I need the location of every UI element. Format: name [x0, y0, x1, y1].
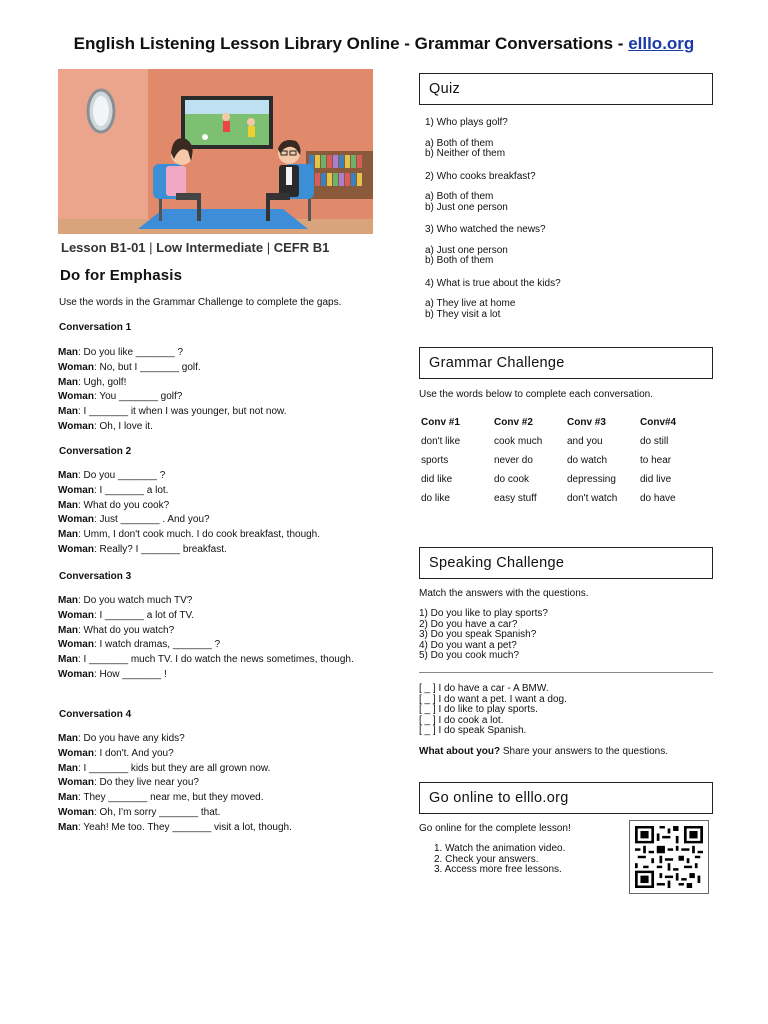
speaker: Woman — [58, 420, 94, 432]
lesson-title: Do for Emphasis — [60, 267, 183, 284]
line-text: : I _______ a lot. — [93, 484, 169, 496]
table-cell: do like — [421, 493, 450, 504]
speaker: Woman — [58, 806, 94, 818]
line-text: : Oh, I love it. — [93, 420, 153, 432]
list-item: 1) Do you like to play sports? — [419, 608, 548, 619]
line-text: : Ugh, golf! — [78, 376, 127, 388]
line-text: : Umm, I don't cook much. I do cook breakfast, though. — [78, 529, 321, 541]
speaker: Man — [58, 733, 78, 744]
column-header: Conv #3 — [567, 417, 606, 428]
dialogue-line — [58, 806, 358, 821]
conversation-4 — [58, 732, 358, 836]
dialogue-line — [58, 361, 358, 376]
dialogue-line — [58, 469, 358, 484]
speaker: Woman — [58, 777, 94, 789]
speaker: Man — [58, 595, 78, 606]
speaker: Woman — [58, 514, 94, 526]
table-cell: do have — [640, 493, 676, 504]
table-cell: do watch — [567, 455, 608, 466]
speaker: Woman — [58, 639, 94, 651]
separator: | — [145, 240, 157, 255]
go-online-title: Go online to elllo.org — [419, 782, 713, 814]
lesson-instructions: Use the words in the Grammar Challenge to complete the gaps. — [59, 297, 342, 308]
table-cell: did live — [640, 474, 672, 485]
dialogue-line — [58, 405, 358, 420]
dialogue-line — [58, 499, 358, 514]
speaker: Man — [58, 529, 78, 541]
list-item: 2. Check your answers. — [434, 853, 539, 865]
speaking-challenge-title: Speaking Challenge — [419, 547, 713, 579]
footer-bold: What about you? — [419, 746, 501, 757]
divider — [419, 672, 713, 673]
speaker: Woman — [58, 543, 94, 555]
quiz-question: 3) Who watched the news? — [425, 224, 546, 235]
quiz-option: b) Neither of them — [425, 148, 506, 159]
wall-mirror — [88, 90, 114, 132]
line-text: : I watch dramas, _______ ? — [93, 639, 221, 651]
quiz-option: b) They visit a lot — [425, 308, 501, 320]
column-header: Conv #1 — [421, 417, 460, 428]
quiz-options — [425, 139, 705, 160]
quiz-options — [425, 192, 705, 213]
dialogue-line — [58, 747, 358, 762]
line-text: : Do they live near you? — [93, 777, 199, 789]
quiz-options — [425, 299, 705, 320]
quiz-option: a) Both of them — [425, 137, 494, 149]
elllo-link[interactable]: elllo.org — [628, 34, 695, 53]
table-cell: depressing — [567, 474, 616, 485]
table-header-row — [421, 413, 713, 432]
line-text: : What do you cook? — [78, 499, 170, 511]
list-item: [ _ ] I do cook a lot. — [419, 714, 504, 726]
footer-text: Share your answers to the questions. — [500, 746, 668, 757]
list-item: [ _ ] I do speak Spanish. — [419, 725, 527, 737]
dialogue-line — [58, 346, 358, 361]
bookshelf — [306, 151, 373, 199]
table-row — [421, 432, 713, 451]
line-text: : No, but I _______ golf. — [93, 361, 201, 373]
lesson-level: Low Intermediate — [156, 240, 264, 255]
tv-screen — [181, 96, 273, 149]
conversation-3-title: Conversation 3 — [59, 571, 132, 582]
grammar-challenge-table — [421, 413, 713, 508]
quiz-option: a) Just one person — [425, 244, 508, 256]
go-online-text: Go online for the complete lesson! — [419, 823, 571, 834]
page-title — [0, 34, 768, 54]
list-item: [ _ ] I do like to play sports. — [419, 704, 538, 716]
dialogue-line — [58, 653, 358, 668]
line-text: : I _______ much TV. I do watch the news sometimes, though. — [78, 654, 354, 666]
line-text: : Yeah! Me too. They _______ visit a lot, though. — [78, 821, 292, 833]
go-online-steps — [434, 844, 565, 876]
speaking-challenge-instructions: Match the answers with the questions. — [419, 588, 589, 599]
quiz-option: b) Both of them — [425, 255, 494, 266]
page-title-text: English Listening Lesson Library Online - Grammar Conversations - — [73, 34, 629, 53]
speaker: Man — [58, 499, 78, 511]
speaking-questions — [419, 609, 548, 662]
quiz-options — [425, 246, 705, 267]
table-row — [421, 470, 713, 489]
list-item: [ _ ] I do have a car - A BMW. — [419, 683, 549, 694]
speaking-answers — [419, 684, 567, 737]
dialogue-line — [58, 776, 358, 791]
line-text: : I _______ a lot of TV. — [93, 609, 195, 621]
column-header: Conv #2 — [494, 417, 533, 428]
lesson-illustration — [58, 69, 373, 234]
dialogue-line — [58, 762, 358, 777]
grammar-challenge-title: Grammar Challenge — [419, 347, 713, 379]
quiz-question: 2) Who cooks breakfast? — [425, 170, 536, 182]
dialogue-line — [58, 420, 358, 435]
dialogue-line — [58, 528, 358, 543]
speaker: Woman — [58, 484, 94, 496]
speaker: Man — [58, 624, 78, 636]
list-item: 3. Access more free lessons. — [434, 864, 562, 876]
quiz-option: a) They live at home — [425, 298, 516, 309]
table-cell: don't like — [421, 436, 461, 447]
line-text: : I don't. And you? — [93, 747, 174, 759]
qr-code — [629, 820, 709, 894]
table-cell: did like — [421, 474, 453, 485]
quiz-questions — [425, 118, 705, 332]
speaker: Man — [58, 347, 78, 358]
table-cell: don't watch — [567, 493, 618, 504]
line-text: : You _______ golf? — [93, 391, 183, 403]
line-text: : Oh, I'm sorry _______ that. — [93, 806, 221, 818]
quiz-title: Quiz — [419, 73, 713, 105]
line-text: : They _______ near me, but they moved. — [78, 792, 264, 804]
line-text: : Do you have any kids? — [78, 733, 185, 744]
speaker: Woman — [58, 361, 94, 373]
line-text: : Just _______ . And you? — [93, 514, 210, 526]
separator: | — [263, 240, 274, 255]
speaker: Man — [58, 406, 78, 418]
dialogue-line — [58, 638, 358, 653]
conversation-4-title: Conversation 4 — [59, 709, 132, 720]
line-text: : Do you like _______ ? — [78, 347, 184, 358]
quiz-question: 1) Who plays golf? — [425, 117, 508, 128]
table-cell: and you — [567, 436, 603, 447]
lesson-info — [61, 240, 329, 255]
line-text: : I _______ kids but they are all grown now. — [78, 762, 271, 774]
quiz-option: b) Just one person — [425, 201, 508, 213]
table-cell: easy stuff — [494, 493, 537, 504]
speaker: Man — [58, 792, 78, 804]
table-cell: sports — [421, 455, 449, 466]
table-cell: to hear — [640, 455, 672, 466]
table-cell: do cook — [494, 474, 530, 485]
grammar-challenge-instructions: Use the words below to complete each conversation. — [419, 389, 654, 400]
line-text: : How _______ ! — [93, 668, 167, 680]
conversation-3 — [58, 594, 358, 683]
line-text: : Do you _______ ? — [78, 470, 166, 481]
quiz-option: a) Both of them — [425, 191, 494, 202]
table-cell: cook much — [494, 436, 543, 447]
line-text: : What do you watch? — [78, 624, 175, 636]
dialogue-line — [58, 609, 358, 624]
list-item: 5) Do you cook much? — [419, 650, 520, 662]
table-cell: never do — [494, 455, 533, 466]
line-text: : I _______ it when I was younger, but not now. — [78, 406, 287, 418]
quiz-question: 4) What is true about the kids? — [425, 277, 561, 289]
speaker: Man — [58, 821, 78, 833]
table-row — [421, 451, 713, 470]
lesson-code: Lesson B1-01 — [61, 240, 146, 255]
table-cell: do still — [640, 436, 669, 447]
dialogue-line — [58, 376, 358, 391]
speaker: Woman — [58, 747, 94, 759]
conversation-2 — [58, 469, 358, 558]
list-item: 1. Watch the animation video. — [434, 843, 566, 854]
column-header: Conv#4 — [640, 417, 677, 428]
list-item: 4) Do you want a pet? — [419, 639, 517, 651]
speaker: Woman — [58, 668, 94, 680]
dialogue-line — [58, 513, 358, 528]
conversation-1-title: Conversation 1 — [59, 322, 132, 333]
speaker: Woman — [58, 391, 94, 403]
line-text: : Really? I _______ breakfast. — [93, 543, 227, 555]
dialogue-line — [58, 821, 358, 836]
speaker: Woman — [58, 609, 94, 621]
dialogue-line — [58, 543, 358, 558]
list-item: [ _ ] I do want a pet. I want a dog. — [419, 693, 567, 705]
speaker: Man — [58, 762, 78, 774]
list-item: 2) Do you have a car? — [419, 618, 518, 630]
speaker: Man — [58, 470, 78, 481]
dialogue-line — [58, 594, 358, 609]
list-item: 3) Do you speak Spanish? — [419, 629, 537, 641]
speaking-footer — [419, 746, 668, 757]
conversation-2-title: Conversation 2 — [59, 446, 132, 457]
dialogue-line — [58, 668, 358, 683]
dialogue-line — [58, 732, 358, 747]
dialogue-line — [58, 390, 358, 405]
dialogue-line — [58, 484, 358, 499]
speaker: Man — [58, 376, 78, 388]
dialogue-line — [58, 624, 358, 639]
line-text: : Do you watch much TV? — [78, 595, 193, 606]
dialogue-line — [58, 791, 358, 806]
table-row — [421, 489, 713, 508]
lesson-cefr: CEFR B1 — [273, 240, 330, 255]
conversation-1 — [58, 346, 358, 435]
speaker: Man — [58, 654, 78, 666]
